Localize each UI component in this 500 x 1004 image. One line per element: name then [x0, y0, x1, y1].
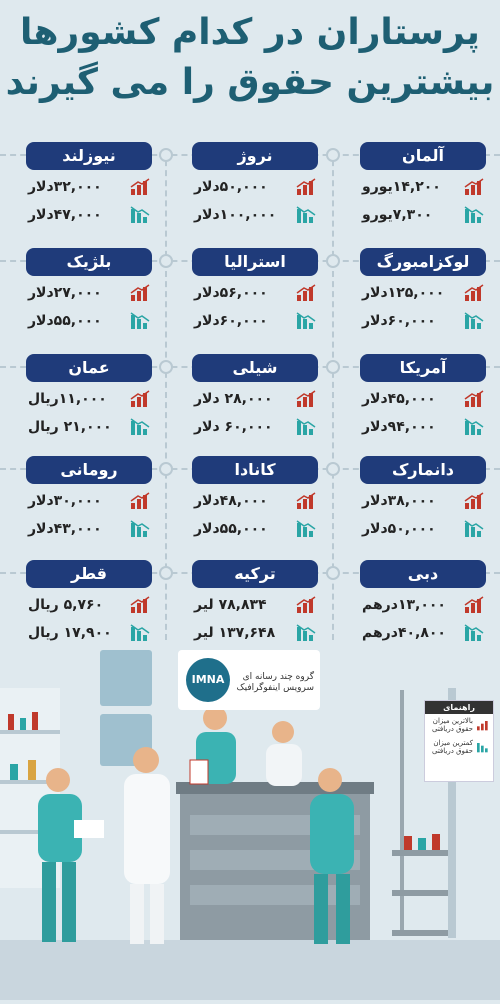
max-salary: ۷۸,۸۳۴ لیر — [194, 597, 267, 613]
country-name: کانادا — [192, 456, 318, 484]
bar-chart-down-icon — [130, 520, 150, 538]
min-salary-row — [192, 518, 318, 540]
grid-dot — [326, 566, 340, 580]
country-name: نیوزلند — [26, 142, 152, 170]
min-salary-row — [360, 310, 486, 332]
grid-dot — [326, 254, 340, 268]
max-salary-row — [192, 490, 318, 512]
bar-chart-up-icon — [476, 719, 490, 731]
legend-item-max — [425, 714, 493, 736]
max-salary: ۱۲۵,۰۰۰دلار — [362, 285, 445, 301]
title-line-1: پرستاران در کدام کشورها — [20, 12, 480, 53]
min-salary: ۷,۳۰۰یورو — [362, 207, 433, 223]
country-card — [192, 142, 318, 226]
bar-chart-down-icon — [296, 520, 316, 538]
max-salary: ۵۶,۰۰۰دلار — [194, 285, 268, 301]
min-salary-row — [360, 416, 486, 438]
max-salary-row — [26, 594, 152, 616]
bar-chart-up-icon — [464, 596, 484, 614]
country-name: دبی — [360, 560, 486, 588]
min-salary: ۲۱,۰۰۰ ریال — [28, 419, 112, 435]
max-salary-row — [26, 490, 152, 512]
max-salary-row — [192, 176, 318, 198]
grid-dot — [159, 254, 173, 268]
logo-caption — [234, 672, 314, 694]
country-card — [192, 560, 318, 644]
bar-chart-up-icon — [130, 390, 150, 408]
bar-chart-up-icon — [464, 390, 484, 408]
bar-chart-down-icon — [464, 418, 484, 436]
max-salary-row — [192, 282, 318, 304]
min-salary: ۶۰,۰۰۰ دلار — [194, 419, 273, 435]
min-salary: ۴۰,۸۰۰درهم — [362, 625, 446, 641]
grid-dot — [326, 148, 340, 162]
country-name: رومانی — [26, 456, 152, 484]
min-salary: ۱۳۷,۶۴۸ لیر — [194, 625, 276, 641]
legend-title: راهنمای — [425, 701, 493, 714]
max-salary-row — [192, 388, 318, 410]
bar-chart-up-icon — [464, 284, 484, 302]
bar-chart-up-icon — [130, 492, 150, 510]
country-name: قطر — [26, 560, 152, 588]
max-salary-row — [26, 176, 152, 198]
infographic-title — [0, 8, 500, 108]
legend-item-min — [425, 736, 493, 758]
max-salary-row — [192, 594, 318, 616]
bar-chart-down-icon — [130, 418, 150, 436]
country-name: شیلی — [192, 354, 318, 382]
country-name: دانمارک — [360, 456, 486, 484]
max-salary: ۵,۷۶۰ ریال — [28, 597, 104, 613]
min-salary: ۶۰,۰۰۰دلار — [194, 313, 268, 329]
country-name: عمان — [26, 354, 152, 382]
max-salary-row — [360, 176, 486, 198]
min-salary-row — [26, 204, 152, 226]
max-salary: ۳۲,۰۰۰دلار — [28, 179, 102, 195]
max-salary-row — [360, 388, 486, 410]
logo-caption-line-1: گروه چند رسانه ای — [242, 672, 314, 682]
country-card — [26, 142, 152, 226]
max-salary: ۱۴,۲۰۰یورو — [362, 179, 441, 195]
min-salary: ۴۳,۰۰۰دلار — [28, 521, 102, 537]
country-card — [360, 248, 486, 332]
imna-logo-board — [178, 650, 320, 710]
bar-chart-down-icon — [130, 312, 150, 330]
country-card — [192, 354, 318, 438]
max-salary-row — [26, 388, 152, 410]
country-card — [26, 248, 152, 332]
bar-chart-up-icon — [130, 178, 150, 196]
max-salary: ۴۵,۰۰۰دلار — [362, 391, 436, 407]
min-salary: ۴۷,۰۰۰دلار — [28, 207, 102, 223]
min-salary: ۱۰۰,۰۰۰دلار — [194, 207, 277, 223]
country-card — [192, 456, 318, 540]
min-salary-row — [360, 518, 486, 540]
min-salary: ۶۰,۰۰۰دلار — [362, 313, 436, 329]
min-salary-row — [192, 204, 318, 226]
min-salary-row — [192, 310, 318, 332]
bar-chart-down-icon — [464, 520, 484, 538]
max-salary-row — [360, 594, 486, 616]
country-grid — [0, 140, 500, 640]
max-salary-row — [360, 490, 486, 512]
min-salary-row — [360, 204, 486, 226]
bar-chart-down-icon — [296, 312, 316, 330]
grid-dot — [159, 360, 173, 374]
country-name: بلژیک — [26, 248, 152, 276]
max-salary: ۲۷,۰۰۰دلار — [28, 285, 102, 301]
country-name: نروژ — [192, 142, 318, 170]
min-salary-row — [192, 416, 318, 438]
bar-chart-up-icon — [464, 492, 484, 510]
title-line-2: بیشترین حقوق را می گیرند — [5, 62, 495, 103]
bar-chart-down-icon — [464, 206, 484, 224]
grid-dot — [326, 462, 340, 476]
grid-dot — [326, 360, 340, 374]
max-salary: ۵۰,۰۰۰دلار — [194, 179, 268, 195]
country-name: ترکیه — [192, 560, 318, 588]
bar-chart-down-icon — [296, 418, 316, 436]
bar-chart-up-icon — [464, 178, 484, 196]
country-card — [360, 354, 486, 438]
country-name: لوکزامبورگ — [360, 248, 486, 276]
grid-dot — [159, 462, 173, 476]
bar-chart-up-icon — [296, 178, 316, 196]
bar-chart-up-icon — [296, 284, 316, 302]
legend-max-label: بالاترین میزان حقوق دریافتی — [431, 717, 473, 733]
imna-logo: IMNA — [186, 658, 230, 702]
country-card — [360, 456, 486, 540]
max-salary: ۴۸,۰۰۰دلار — [194, 493, 268, 509]
min-salary: ۹۴,۰۰۰دلار — [362, 419, 436, 435]
min-salary-row — [26, 416, 152, 438]
country-card — [26, 560, 152, 644]
bar-chart-up-icon — [296, 492, 316, 510]
country-card — [360, 142, 486, 226]
country-card — [26, 354, 152, 438]
min-salary-row — [26, 310, 152, 332]
bar-chart-down-icon — [296, 206, 316, 224]
country-card — [192, 248, 318, 332]
bar-chart-down-icon — [476, 741, 490, 753]
max-salary-row — [360, 282, 486, 304]
max-salary: ۲۸,۰۰۰ دلار — [194, 391, 273, 407]
min-salary: ۵۰,۰۰۰دلار — [362, 521, 436, 537]
legend-box — [424, 700, 494, 782]
min-salary: ۵۵,۰۰۰دلار — [194, 521, 268, 537]
bar-chart-up-icon — [296, 596, 316, 614]
bar-chart-up-icon — [296, 390, 316, 408]
min-salary: ۱۷,۹۰۰ ریال — [28, 625, 112, 641]
logo-caption-line-2: سرویس اینفوگرافیک — [236, 683, 314, 693]
country-name: آمریکا — [360, 354, 486, 382]
grid-dot — [159, 148, 173, 162]
bar-chart-down-icon — [130, 206, 150, 224]
legend-min-label: کمترین میزان حقوق دریافتی — [431, 739, 473, 755]
max-salary: ۱۳,۰۰۰درهم — [362, 597, 446, 613]
country-card — [360, 560, 486, 644]
max-salary: ۳۸,۰۰۰دلار — [362, 493, 436, 509]
max-salary: ۱۱,۰۰۰ریال — [28, 391, 107, 407]
grid-dot — [159, 566, 173, 580]
country-name: استرالیا — [192, 248, 318, 276]
max-salary-row — [26, 282, 152, 304]
bar-chart-up-icon — [130, 596, 150, 614]
min-salary-row — [26, 518, 152, 540]
bar-chart-up-icon — [130, 284, 150, 302]
min-salary: ۵۵,۰۰۰دلار — [28, 313, 102, 329]
country-card — [26, 456, 152, 540]
country-name: آلمان — [360, 142, 486, 170]
max-salary: ۳۰,۰۰۰دلار — [28, 493, 102, 509]
bar-chart-down-icon — [464, 312, 484, 330]
